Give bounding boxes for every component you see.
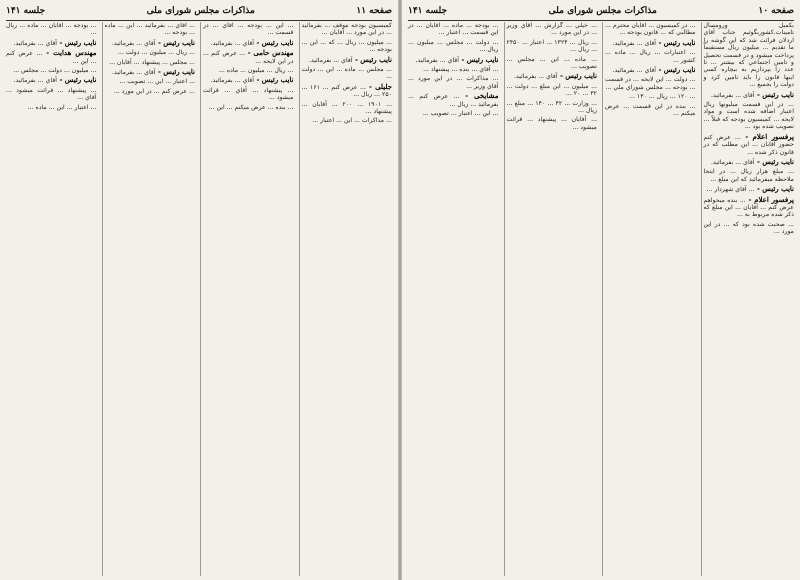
transcript-paragraph <box>507 39 598 54</box>
paragraph-text: آقاي ... بفرمائيد. <box>210 77 255 85</box>
paragraph-text: ... ماده ... اين ... مجلس ... تصويب ... <box>506 55 597 71</box>
transcript-paragraph <box>302 83 393 99</box>
transcript-paragraph <box>704 221 795 236</box>
transcript-paragraph <box>203 22 294 37</box>
left-page <box>0 0 398 580</box>
left-page-columns <box>4 22 394 576</box>
transcript-paragraph <box>704 133 795 156</box>
transcript-paragraph <box>408 66 499 73</box>
text-column <box>200 22 296 576</box>
paragraph-text: ... دولت ... اين لايحه ... در قسمت ... بودجه ... مجلس شوراي ملي ... <box>605 76 696 91</box>
right-page-header <box>408 4 794 21</box>
paragraph-text: ... ريال ... ميليون ... دولت ... <box>117 49 195 57</box>
speaker-name: جلیلی - <box>365 81 392 91</box>
paragraph-text: ... ۱۹۰۱ ... ۲۰۰ ... آقايان ... پيشنهاد ... <box>301 100 392 116</box>
paragraph-text: ... دولت ... مجلس ... ميليون ... ريال ... <box>408 38 499 54</box>
paragraph-text: آقاي ... بفرمائيد. <box>112 39 156 47</box>
speaker-name: نایب رئیس - <box>754 156 794 166</box>
transcript-paragraph <box>105 49 196 56</box>
speaker-name: نایب رئیس - <box>754 184 794 194</box>
page-number: صفحه ۱۱ <box>356 6 392 16</box>
transcript-paragraph <box>6 67 97 74</box>
transcript-paragraph <box>6 104 97 111</box>
transcript-paragraph <box>507 72 598 80</box>
transcript-paragraph <box>605 103 696 118</box>
paragraph-text: ... مذاكرات ... اين ... اعتبار ... <box>312 117 392 125</box>
transcript-paragraph <box>6 39 97 47</box>
paragraph-text: ... ۱۲۰ ... ريال ... ۱۳۰ ... <box>629 93 696 101</box>
transcript-paragraph <box>605 22 696 37</box>
paragraph-text: آقاي ... بفرمائيد. <box>13 39 58 47</box>
speaker-name: نایب رئیس - <box>656 65 696 75</box>
paragraph-text: آقاي ... بفرمائيد. <box>514 73 558 81</box>
right-page-columns <box>406 22 796 576</box>
paragraph-text: ... وزارت ... ۴۲ ... ۱۴۰ ... مبلغ ... ريال ... <box>506 99 597 115</box>
speaker-name: نایب رئیس - <box>254 75 294 85</box>
transcript-paragraph <box>203 67 294 74</box>
speaker-name: نایب رئیس - <box>352 54 392 64</box>
transcript-paragraph <box>105 39 196 47</box>
paragraph-text: آقاي ... بفرمائيد. <box>13 77 58 85</box>
transcript-paragraph <box>203 49 294 65</box>
page-number: صفحه ۱۰ <box>758 6 794 16</box>
publication-title: مذاکرات مجلس شورای ملی <box>146 6 255 16</box>
transcript-paragraph <box>704 91 795 99</box>
speaker-name: مهندس حامی - <box>245 48 294 58</box>
transcript-paragraph <box>408 75 499 90</box>
paragraph-text: ... بنده ميخواهم عرض كنم ... آقايان ... اين مبلغ که ذکر شده مربوط به ... <box>703 196 794 219</box>
right-page <box>402 0 800 580</box>
transcript-paragraph <box>704 185 795 193</box>
text-column <box>299 22 395 576</box>
paragraph-text: ... آقايان ... پيشنهاد ... قرائت ميشود ... <box>506 116 597 131</box>
transcript-paragraph <box>408 39 499 54</box>
left-page-header <box>6 4 392 21</box>
transcript-paragraph <box>408 56 499 64</box>
paragraph-text: ... مبلغ هزار ريال ... در اينجا ملاحظه ميفرمائيد که اين مبلغ ... <box>703 168 794 183</box>
transcript-paragraph <box>507 100 598 115</box>
transcript-paragraph <box>507 22 598 37</box>
transcript-paragraph <box>302 101 393 116</box>
transcript-paragraph <box>302 39 393 54</box>
transcript-paragraph <box>704 101 795 131</box>
transcript-paragraph <box>408 22 499 37</box>
transcript-paragraph <box>203 39 294 47</box>
paragraph-text: کميسيون بودجه موقف ... بفرمائيد ... در اين مورد ... آقايان ... <box>301 22 392 37</box>
transcript-paragraph <box>105 59 196 66</box>
text-column <box>602 22 698 576</box>
speaker-name: مشایخی - <box>459 91 499 101</box>
speaker-name: نایب رئیس - <box>557 71 597 81</box>
paragraph-text: ... بودجه ... ماده ... آقايان ... در اين قسمت ... اعتبار ... <box>408 22 499 37</box>
speaker-name: نایب رئیس - <box>754 89 794 99</box>
paragraph-text: ... صحبت شده بود که ... در اين مورد ... <box>703 220 794 236</box>
paragraph-text: ... عرض كنم ... ۱۶۱ ... ۲۵۰ ... ريال ... <box>301 83 392 99</box>
text-column <box>504 22 600 576</box>
speaker-name: نایب رئیس - <box>254 37 294 47</box>
paragraph-text: ... ريال ... ۱۳۲۴ ... اعتبار ... ۲۴۵۰ ... ريال ... <box>506 38 597 54</box>
transcript-paragraph <box>704 196 795 219</box>
paragraph-text: ... مذاكرات ... در اين مورد ... آقاي وزير ... <box>408 75 499 90</box>
paragraph-text: ... آقاي ... بنده ... پيشنهاد ... <box>423 66 499 74</box>
paragraph-text: آقاي ... بفرمائيد. <box>415 56 460 64</box>
paragraph-text: ... عرض كنم حضور آقايان ... اين مطلب كه در قانون ذکر شده ... <box>703 133 794 156</box>
paragraph-text: ... ريال ... ميليون ... ماده ... <box>218 67 294 75</box>
speaker-name: نایب رئیس - <box>155 37 195 47</box>
transcript-paragraph <box>605 49 696 64</box>
paragraph-text: ... بنده ... عرض ميکنم ... اين ... <box>208 103 294 111</box>
session-number: جلسه ۱۴۱ <box>6 6 46 16</box>
paragraph-text: ... در كميسيون ... آقايان محترم ... مطالبي كه ... قانون بودجه ... <box>605 22 696 37</box>
paragraph-text: ... عرض كنم ... اين ... <box>6 50 97 65</box>
paragraph-text: بكميل ورومسأل تامينات.کشوربگوئيم جناب آقاي اردلان قرائت شد که اين گوشه را ما تقديم ... ميليون ريال مستقيماً پرداخت ميشود و در قسمت تحصيل و تامين اجتماعي كه بيشتر ... تا عدد را بپردازيم به بيچاره کسي اينها قانون را بايد تامين کرد و دولت را بجميع ... <box>703 22 794 89</box>
paragraph-text: ... عرض كنم ... در اين مورد ... <box>113 87 195 95</box>
paragraph-text: آقای ... بفرمائيد. <box>612 39 657 47</box>
paragraph-text: ... مجلس ... ماده ... اين ... دولت ... <box>301 66 392 81</box>
speaker-name: نایب رئیس - <box>459 54 499 64</box>
transcript-paragraph <box>203 76 294 84</box>
text-column <box>4 22 99 576</box>
paragraph-text: آقاي ... بفرمائيد. <box>309 56 353 64</box>
transcript-paragraph <box>105 68 196 76</box>
speaker-name: نایب رئیس - <box>155 67 195 77</box>
text-column <box>701 22 797 576</box>
transcript-paragraph <box>203 104 294 111</box>
transcript-paragraph <box>302 117 393 124</box>
transcript-paragraph <box>6 22 97 37</box>
paragraph-text: آقاي ... بفرمائيد. <box>210 39 255 47</box>
paragraph-text: ... اعتبارات ... ريال ... ماده ... کشور ... <box>605 49 696 64</box>
speaker-name: نایب رئیس - <box>57 75 97 85</box>
speaker-name: پرفسور اعلام - <box>740 131 794 141</box>
transcript-paragraph <box>408 110 499 117</box>
paragraph-text: ... عرض كنم ... در اين لايحه ... <box>203 50 294 65</box>
transcript-paragraph <box>6 76 97 84</box>
speaker-name: نایب رئیس - <box>57 37 97 47</box>
transcript-paragraph <box>105 88 196 95</box>
transcript-paragraph <box>105 22 196 37</box>
paragraph-text: آقای ... بفرمائيد. <box>711 91 755 99</box>
paragraph-text: ... ميليون ... اين مبلغ ... دولت ... ۳۲ ... ۲۰ ... <box>506 82 597 98</box>
transcript-paragraph <box>302 56 393 64</box>
transcript-paragraph <box>408 92 499 108</box>
paragraph-text: ... در اين قسمت ميليونها ريال اعتبار اضافه شده است و مواد لايحه ... کميسيون بودجه که قبلاً ... تصويب شده بود ... <box>703 101 794 131</box>
paragraph-text: آقاي ... بفرمائيد. <box>112 69 156 77</box>
speaker-name: پرفسور اعلام - <box>745 194 795 204</box>
transcript-paragraph <box>507 56 598 71</box>
paragraph-text: ... اعتبار ... اين ... ماده ... <box>27 103 97 111</box>
transcript-paragraph <box>605 39 696 47</box>
transcript-paragraph <box>704 22 795 89</box>
transcript-paragraph <box>704 168 795 183</box>
transcript-paragraph <box>605 76 696 91</box>
transcript-paragraph <box>704 158 795 166</box>
paragraph-text: ... پيشنهاد ... قرائت ميشود ... آقاي ... <box>6 86 97 102</box>
session-number: جلسه ۱۴۱ <box>408 6 448 16</box>
text-column <box>406 22 501 576</box>
paragraph-text: ... اين ... اعتبار ... تصويب ... <box>422 110 499 118</box>
paragraph-text: ... اين ... بودجه ... آقاي ... در قسمت ... <box>203 22 294 37</box>
paragraph-text: ... پيشنهاد ... آقاي ... قرائت ميشود ... <box>203 86 294 102</box>
speaker-name: مهندس هدایت - <box>42 48 97 58</box>
transcript-paragraph <box>605 93 696 100</box>
transcript-paragraph <box>302 66 393 81</box>
text-column <box>102 22 198 576</box>
paragraph-text: ... ميليون ... دولت ... مجلس ... <box>13 67 97 75</box>
paragraph-text: آقاي ... بفرمائيد. <box>612 67 657 75</box>
transcript-paragraph <box>6 87 97 102</box>
transcript-paragraph <box>6 49 97 65</box>
paragraph-text: ... مجلس ... پيشنهاد ... آقايان ... <box>109 58 195 66</box>
transcript-paragraph <box>302 22 393 37</box>
publication-title: مذاکرات مجلس شورای ملی <box>548 6 657 16</box>
paragraph-text: ... بنده در اين قسمت ... عرض ميکنم ... <box>605 102 696 118</box>
paragraph-text: ... بودجه ... آقايان ... ماده ... ريال ... <box>6 22 97 37</box>
paragraph-text: ... ميليون ... ريال ... كه ... اين ... بودجه ... <box>301 38 392 54</box>
paragraph-text: آقای ... بفرمائيد. <box>711 158 755 166</box>
paragraph-text: ... اعتبار ... اين ... تصويب ... <box>119 78 195 86</box>
speaker-name: نایب رئیس - <box>656 37 696 47</box>
transcript-paragraph <box>507 83 598 98</box>
paragraph-text: ... آقاي شهردار ... <box>706 186 755 194</box>
transcript-paragraph <box>203 87 294 102</box>
transcript-paragraph <box>105 78 196 85</box>
transcript-paragraph <box>605 66 696 74</box>
paragraph-text: ... آقاي ... بفرمائيد ... اين ... ماده ... بودجه ... <box>104 22 195 37</box>
paragraph-text: ... عرض كنم ... بفرمائيد ... ريال ... <box>408 93 499 108</box>
transcript-paragraph <box>507 116 598 131</box>
paragraph-text: ... خيلي ... گزارش ... آقاي وزير ... در اين مورد ... <box>506 22 597 37</box>
